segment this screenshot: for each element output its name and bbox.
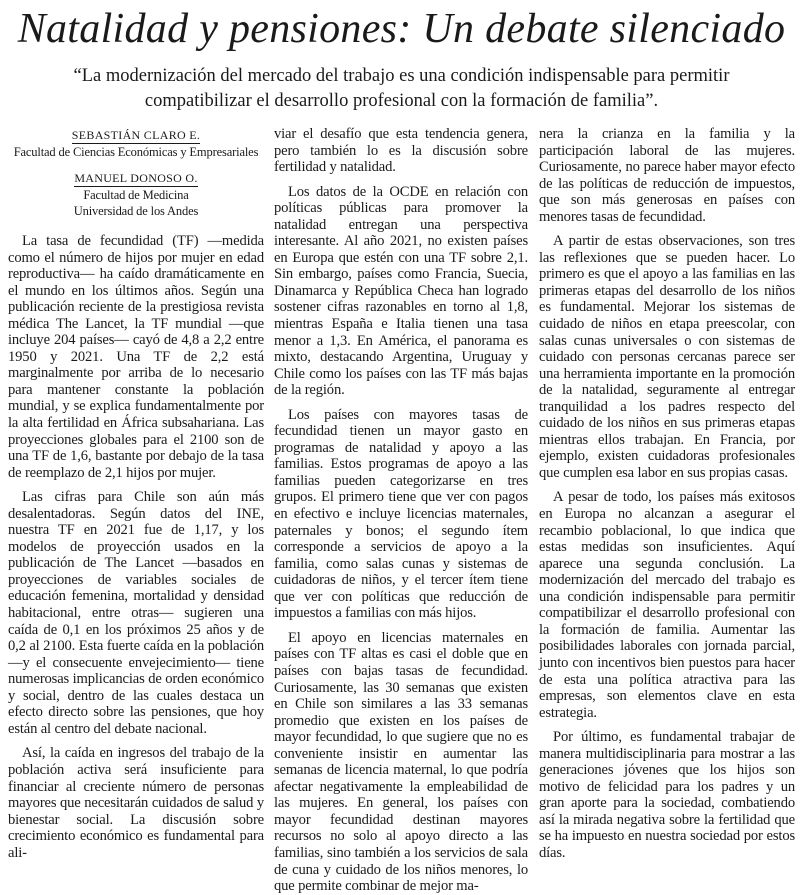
paragraph: La tasa de fecundidad (TF) —medida como el número de hijos por mujer en edad reproductiva— ha caído dramáticamente en el mundo en los últimos años. Según una publicación reciente de la prestigiosa revista médica The Lancet, la TF mundial —que incluye 204 países— cayó de 4,8 a 2,2 entre 1950 y 2021. Una TF de 2,2 está marginalmente por arriba de lo necesario para mantener constante la población mundial, y se explica fundamentalmente por la alta fertilidad en África subsahariana. Las proyecciones globales para el 2100 son de una TF de 1,6, bastante por debajo de la tasa de reemplazo de 2,1 hijos por mujer.: [8, 233, 264, 481]
author-affiliation: Facultad de Ciencias Económicas y Empresariales: [13, 145, 259, 159]
author-2: [8, 169, 264, 219]
author-affiliation-university: Universidad de los Andes: [73, 204, 199, 218]
paragraph-continued: viar el desafío que esta tendencia genera, pero también lo es la discusión sobre fertilidad y natalidad.: [274, 126, 528, 176]
column-1: [8, 126, 264, 861]
paragraph: Los datos de la OCDE en relación con políticas públicas para promover la natalidad entregan una perspectiva interesante. Al año 2021, no existen países en Europa que estén con una TF sobre 2,1. Sin embargo, países como Francia, Suecia, Dinamarca y República Checa han logrado sostener cifras razonables en torno al 1,8, mientras España e Italia tienen una tasa menor a 1,3. En América, el panorama es mixto, destacando Argentina, Uruguay y Chile como los países con las TF más bajas de la región.: [274, 183, 528, 399]
author-1: [8, 126, 264, 160]
paragraph: A pesar de todo, los países más exitosos en Europa no alcanzan a asegurar el recambio poblacional, lo que indica que estas medidas son insuficientes. Aquí aparece una segunda conclusión. La modernización del mercado del trabajo es una condición indispensable para permitir compatibilizar el desarrollo profesional con la formación de familia. Aumentar las posibilidades laborales con jornada parcial, junto con incentivos bien puestos para hacer de esta una política atractiva para las empresas, son elementos clave en esta estrategia.: [539, 489, 795, 721]
author-name: SEBASTIÁN CLARO E.: [71, 128, 201, 142]
column-2: [274, 126, 528, 895]
column-3: [539, 126, 795, 861]
author-affiliation: Facultad de Medicina: [83, 188, 189, 202]
paragraph: A partir de estas observaciones, son tres las reflexiones que se pueden hacer. Lo primero es que el apoyo a las familias en las primeras etapas del desarrollo de los niños es fundamental. Mejorar los sistemas de cuidado de niños en etapa preescolar, con salas cunas universales o con sistemas de cuidado con personas cercanas parece ser una herramienta importante en la promoción de la natalidad, seguramente al entregar tranquilidad a los padres respecto del cuidado de los niños en sus primeras etapas mientras ellos trabajan. En Francia, por ejemplo, existen cuidadoras profesionales que cumplen esa labor en sus propias casas.: [539, 233, 795, 481]
paragraph-continued: nera la crianza en la familia y la participación laboral de las mujeres. Curiosamente, no parece haber mayor efecto de las políticas de reducción de impuestos, que son más generosas en países con menores tasas de fecundidad.: [539, 126, 795, 225]
paragraph: Así, la caída en ingresos del trabajo de la población activa será insuficiente para financiar al creciente número de personas mayores que necesitarán cuidados de salud y bienestar social. La discusión sobre crecimiento económico es fundamental para ali-: [8, 745, 264, 861]
paragraph: El apoyo en licencias maternales en países con TF altas es casi el doble que en países con bajas tasas de fecundidad. Curiosamente, las 30 semanas que existen en Chile son similares a las 33 semanas promedio que existen en los países de mayor fecundidad, lo que sugiere que no es conveniente insistir en aumentar las semanas de licencia maternal, lo que podría afectar negativamente la empleabilidad de las mujeres. En general, los países con mayor fecundidad destinan mayores recursos no solo al apoyo directo a las familias, sino también a los servicios de sala de cuna y cuidado de los niños menores, lo que permite combinar de mejor ma-: [274, 629, 528, 895]
paragraph: Las cifras para Chile son aún más desalentadoras. Según datos del INE, nuestra TF en 2021 fue de 1,17, y los modelos de proyección usados en la publicación de The Lancet —basados en proyecciones de variables sociales de educación femenina, mortalidad y densidad habitacional, entre otras— sugieren una caída de 0,1 en los próximos 25 años y de 0,2 al 2100. Esta fuerte caída en la población —y el consecuente envejecimiento— tiene numerosas implicancias de orden económico y social, dentro de las cuales destaca un efecto directo sobre las pensiones, que hoy están al centro del debate nacional.: [8, 489, 264, 737]
paragraph: Por último, es fundamental trabajar de manera multidisciplinaria para mostrar a las generaciones jóvenes que los hijos son motivo de felicidad para los padres y un gran aporte para la sociedad, combatiendo así la mirada negativa sobre la fertilidad que se ha impuesto en nuestra sociedad por estos días.: [539, 729, 795, 861]
author-block: [8, 126, 264, 219]
article-pull-quote: “La modernización del mercado del trabajo es una condición indispensable para permitir compatibilizar el desarrollo profesional con la formación de familia”.: [73, 66, 730, 111]
paragraph: Los países con mayores tasas de fecundidad tienen un mayor gasto en programas de natalidad y apoyo a las familias. Estos programas de apoyo a las familias pueden categorizarse en tres grupos. El primero tiene que ver con pagos en efectivo e incluye licencias maternales, paternales y bonos; el segundo ítem corresponde a servicios de apoyo a la familia, como salas cunas y sistemas de cuidadoras de niños, y el tercer ítem tiene que ver con políticas que reducción de impuestos a familias con más hijos.: [274, 406, 528, 622]
article-title: Natalidad y pensiones: Un debate silenciado: [17, 6, 786, 52]
author-name: MANUEL DONOSO O.: [74, 171, 198, 185]
